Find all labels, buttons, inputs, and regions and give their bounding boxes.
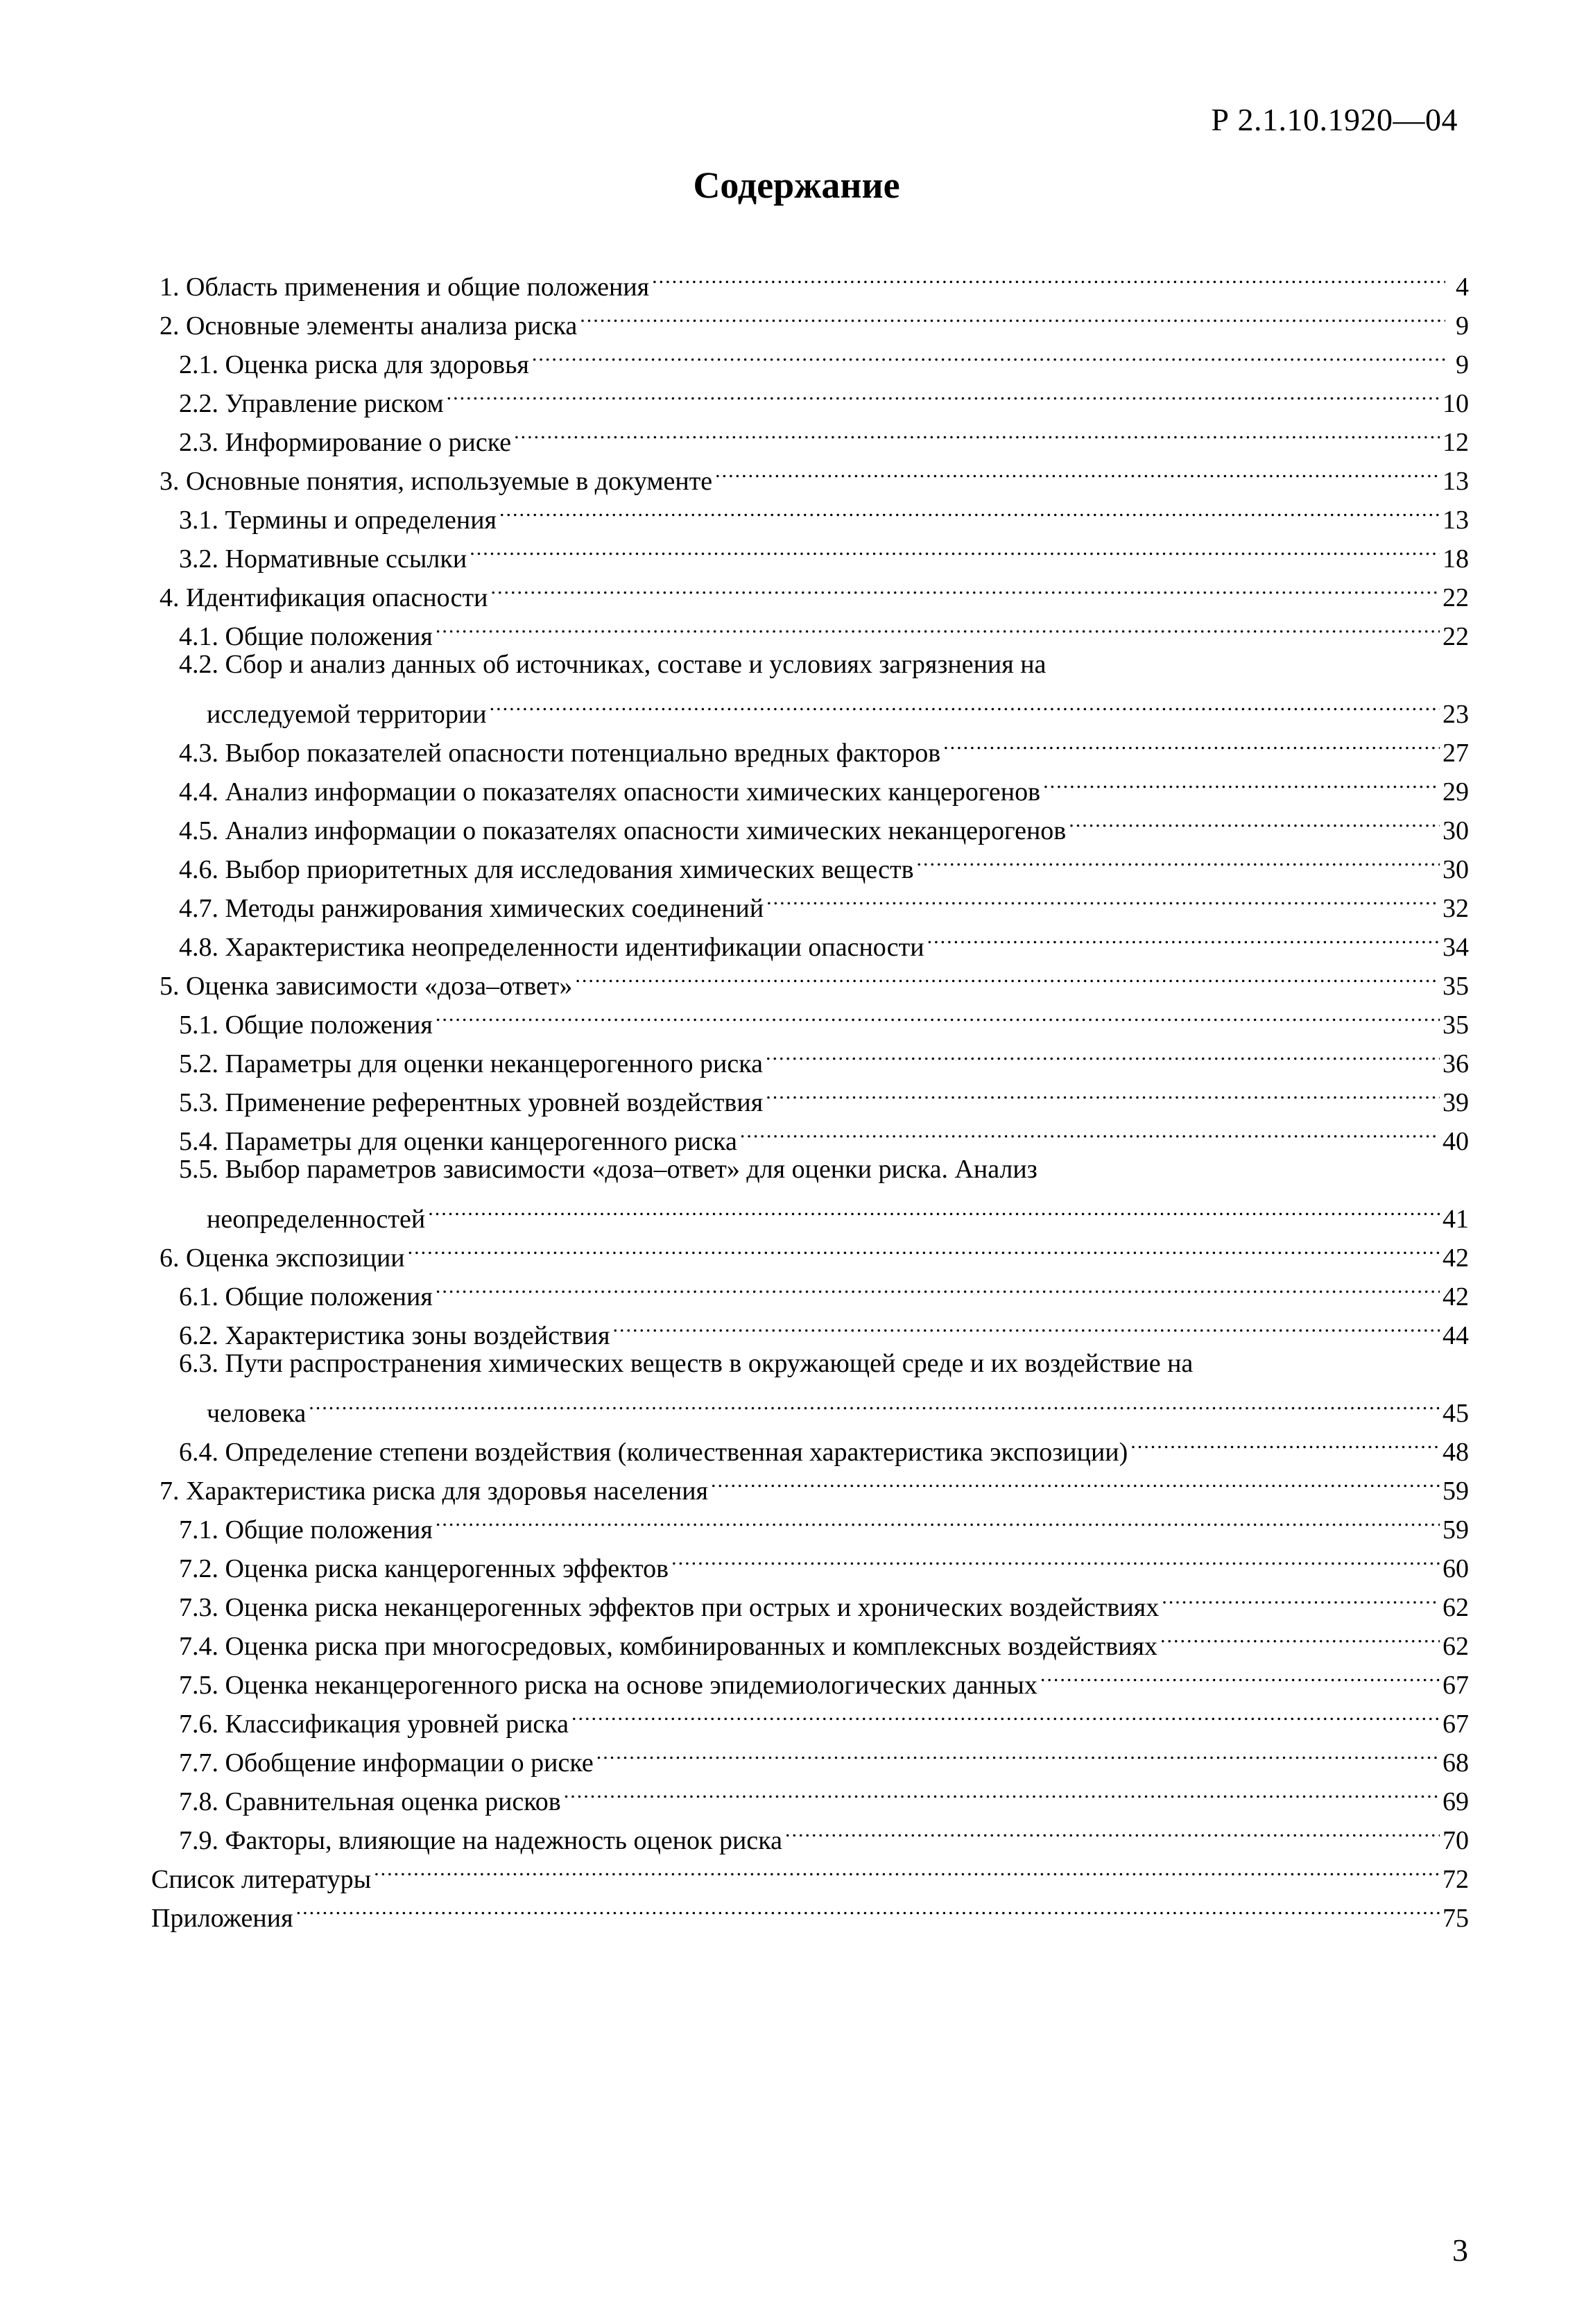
dot-leader [571, 1694, 1440, 1732]
dot-leader [943, 723, 1440, 761]
dot-leader [785, 1810, 1440, 1849]
toc-entry-page: 72 [1443, 1865, 1469, 1894]
toc-entry-page: 36 [1443, 1049, 1469, 1078]
dot-leader [436, 995, 1440, 1033]
toc-entry-page: 22 [1443, 622, 1469, 651]
dot-leader [1160, 1616, 1440, 1655]
toc-entry-page: 35 [1443, 972, 1469, 1001]
dot-leader [1040, 1655, 1440, 1694]
toc-entry-title: 6.4. Определение степени воздействия (количественная характеристика экспозиции) [179, 1438, 1128, 1467]
toc-entry-page: 67 [1443, 1710, 1469, 1739]
toc-entry-page: 27 [1443, 739, 1469, 768]
dot-leader [374, 1849, 1440, 1888]
dot-leader [490, 567, 1440, 606]
toc-entry-page: 75 [1443, 1904, 1469, 1933]
toc-entry-page: 13 [1443, 467, 1469, 496]
toc-entry[interactable] [151, 1344, 1469, 1428]
toc-entry-title: 2. Основные элементы анализа риска [160, 311, 578, 341]
toc-entry-page: 9 [1456, 311, 1469, 341]
dot-leader [490, 684, 1440, 723]
toc-entry-page: 40 [1443, 1127, 1469, 1156]
toc-entry-page: 62 [1443, 1593, 1469, 1622]
toc-entry-title: 7.2. Оценка риска канцерогенных эффектов [179, 1554, 669, 1583]
table-of-contents [151, 257, 1469, 1933]
toc-entry[interactable] [151, 1150, 1469, 1234]
toc-entry-page: 10 [1443, 389, 1469, 418]
dot-leader [740, 1111, 1440, 1150]
dot-leader [309, 1383, 1440, 1422]
toc-entry-title: 5.5. Выбор параметров зависимости «доза–ответ» для оценки риска. Анализ [179, 1155, 1037, 1184]
toc-entry-page: 32 [1443, 894, 1469, 923]
toc-entry-title: 4.2. Сбор и анализ данных об источниках, составе и условиях загрязнения на [179, 650, 1047, 679]
toc-entry[interactable] [151, 645, 1469, 729]
toc-entry-title: 5.3. Применение референтных уровней воздействия [179, 1088, 764, 1117]
toc-entry-title: 7.4. Оценка риска при многосредовых, комбинированных и комплексных воздействиях [179, 1632, 1157, 1661]
toc-entry-title: 4.4. Анализ информации о показателях опасности химических канцерогенов [179, 777, 1041, 807]
toc-entry-page: 41 [1443, 1205, 1469, 1234]
toc-entry-title: 7.7. Обобщение информации о риске [179, 1748, 594, 1778]
toc-entry-page: 23 [1443, 700, 1469, 729]
dot-leader [917, 839, 1440, 878]
toc-entry-title: 7. Характеристика риска для здоровья населения [160, 1477, 709, 1506]
toc-entry-page: 4 [1456, 273, 1469, 302]
dot-leader [1130, 1422, 1440, 1461]
dot-leader [927, 917, 1440, 956]
toc-entry-page: 30 [1443, 855, 1469, 884]
toc-entry-title: 4.1. Общие положения [179, 622, 433, 651]
toc-entry-title: 4.3. Выбор показателей опасности потенциально вредных факторов [179, 739, 941, 768]
toc-entry-page: 69 [1443, 1787, 1469, 1816]
toc-entry-title-continuation: неопределенностей [207, 1205, 426, 1234]
toc-entry-title: 4.6. Выбор приоритетных для исследования химических веществ [179, 855, 914, 884]
dot-leader [1043, 761, 1440, 800]
toc-entry-title: 6.3. Пути распространения химических веществ в окружающей среде и их воздействие на [179, 1349, 1194, 1378]
toc-entry-title: 7.1. Общие положения [179, 1515, 433, 1544]
toc-entry-page: 60 [1443, 1554, 1469, 1583]
dot-leader [596, 1732, 1440, 1771]
dot-leader [612, 1305, 1440, 1344]
toc-entry-title: 5.2. Параметры для оценки неканцерогенного риска [179, 1049, 764, 1078]
toc-entry-title: 4.5. Анализ информации о показателях опасности химических неканцерогенов [179, 816, 1067, 845]
dot-leader [470, 528, 1440, 567]
toc-entry-title: Список литературы [151, 1865, 372, 1894]
toc-entry-page: 29 [1443, 777, 1469, 807]
dot-leader [428, 1189, 1440, 1228]
toc-entry-title: 3.2. Нормативные ссылки [179, 544, 467, 574]
dot-leader [296, 1888, 1440, 1927]
dot-leader [575, 956, 1440, 995]
toc-entry-title: Приложения [151, 1904, 293, 1933]
toc-entry-title: 7.3. Оценка риска неканцерогенных эффектов при острых и хронических воздействиях [179, 1593, 1160, 1622]
toc-entry-page: 45 [1443, 1399, 1469, 1428]
toc-entry-title: 6.1. Общие положения [179, 1282, 433, 1311]
toc-entry-title: 6.2. Характеристика зоны воздействия [179, 1321, 610, 1350]
toc-entry-title: 1. Область применения и общие положения [160, 273, 650, 302]
dot-leader [436, 1266, 1440, 1305]
page-number: 3 [1452, 2232, 1468, 2268]
toc-entry[interactable] [151, 1888, 1469, 1933]
toc-entry-page: 13 [1443, 506, 1469, 535]
dot-leader [447, 373, 1440, 412]
toc-entry-page: 59 [1443, 1515, 1469, 1544]
dot-leader [564, 1771, 1440, 1810]
toc-entry-title: 4.7. Методы ранжирования химических соединений [179, 894, 764, 923]
toc-entry-title: 6. Оценка экспозиции [160, 1243, 405, 1273]
toc-entry-page: 34 [1443, 933, 1469, 962]
toc-entry-page: 67 [1443, 1671, 1469, 1700]
toc-entry-page: 22 [1443, 583, 1469, 612]
toc-entry-title-continuation: исследуемой территории [207, 700, 487, 729]
toc-entry-page: 68 [1443, 1748, 1469, 1778]
toc-entry-page: 30 [1443, 816, 1469, 845]
toc-entry-title: 2.2. Управление риском [179, 389, 444, 418]
toc-entry-title: 2.1. Оценка риска для здоровья [179, 350, 529, 379]
toc-entry-page: 39 [1443, 1088, 1469, 1117]
toc-entry-page: 44 [1443, 1321, 1469, 1350]
dot-leader [766, 1033, 1440, 1072]
toc-entry-title: 5.1. Общие положения [179, 1010, 433, 1040]
toc-entry-page: 62 [1443, 1632, 1469, 1661]
dot-leader [499, 490, 1440, 528]
toc-entry-page: 18 [1443, 544, 1469, 574]
dot-leader [671, 1538, 1440, 1577]
dot-leader [580, 295, 1445, 334]
toc-entry-title: 7.5. Оценка неканцерогенного риска на основе эпидемиологических данных [179, 1671, 1037, 1700]
toc-entry[interactable] [151, 1422, 1469, 1467]
toc-entry-title: 7.9. Факторы, влияющие на надежность оценок риска [179, 1826, 782, 1855]
toc-entry-page: 42 [1443, 1282, 1469, 1311]
toc-entry-title: 4. Идентификация опасности [160, 583, 488, 612]
document-code: Р 2.1.10.1920—04 [1211, 102, 1458, 137]
toc-entry-page: 9 [1456, 350, 1469, 379]
toc-entry-title: 4.8. Характеристика неопределенности идентификации опасности [179, 933, 924, 962]
toc-entry[interactable] [151, 257, 1469, 302]
toc-entry-title: 7.8. Сравнительная оценка рисков [179, 1787, 561, 1816]
toc-entry-title: 5. Оценка зависимости «доза–ответ» [160, 972, 573, 1001]
toc-entry-title-continuation: человека [207, 1399, 307, 1428]
dot-leader [715, 451, 1440, 490]
dot-leader [532, 334, 1445, 373]
page-title: Содержание [693, 164, 900, 206]
dot-leader [1162, 1577, 1440, 1616]
toc-entry-title: 3. Основные понятия, используемые в документе [160, 467, 713, 496]
toc-entry-title: 3.1. Термины и определения [179, 506, 497, 535]
dot-leader [436, 1499, 1440, 1538]
toc-entry-title: 7.6. Классификация уровней риска [179, 1710, 569, 1739]
toc-entry-page: 70 [1443, 1826, 1469, 1855]
toc-entry-page: 35 [1443, 1010, 1469, 1040]
dot-leader [766, 878, 1440, 917]
toc-entry-page: 12 [1443, 428, 1469, 457]
dot-leader [652, 257, 1445, 295]
dot-leader [766, 1072, 1440, 1111]
toc-entry-page: 42 [1443, 1243, 1469, 1273]
dot-leader [408, 1228, 1440, 1266]
toc-entry-title: 5.4. Параметры для оценки канцерогенного риска [179, 1127, 737, 1156]
toc-entry-title: 2.3. Информирование о риске [179, 428, 512, 457]
toc-entry-page: 59 [1443, 1477, 1469, 1506]
dot-leader [1069, 800, 1440, 839]
toc-entry-page: 48 [1443, 1438, 1469, 1467]
dot-leader [514, 412, 1440, 451]
dot-leader [711, 1461, 1440, 1499]
dot-leader [436, 606, 1440, 645]
